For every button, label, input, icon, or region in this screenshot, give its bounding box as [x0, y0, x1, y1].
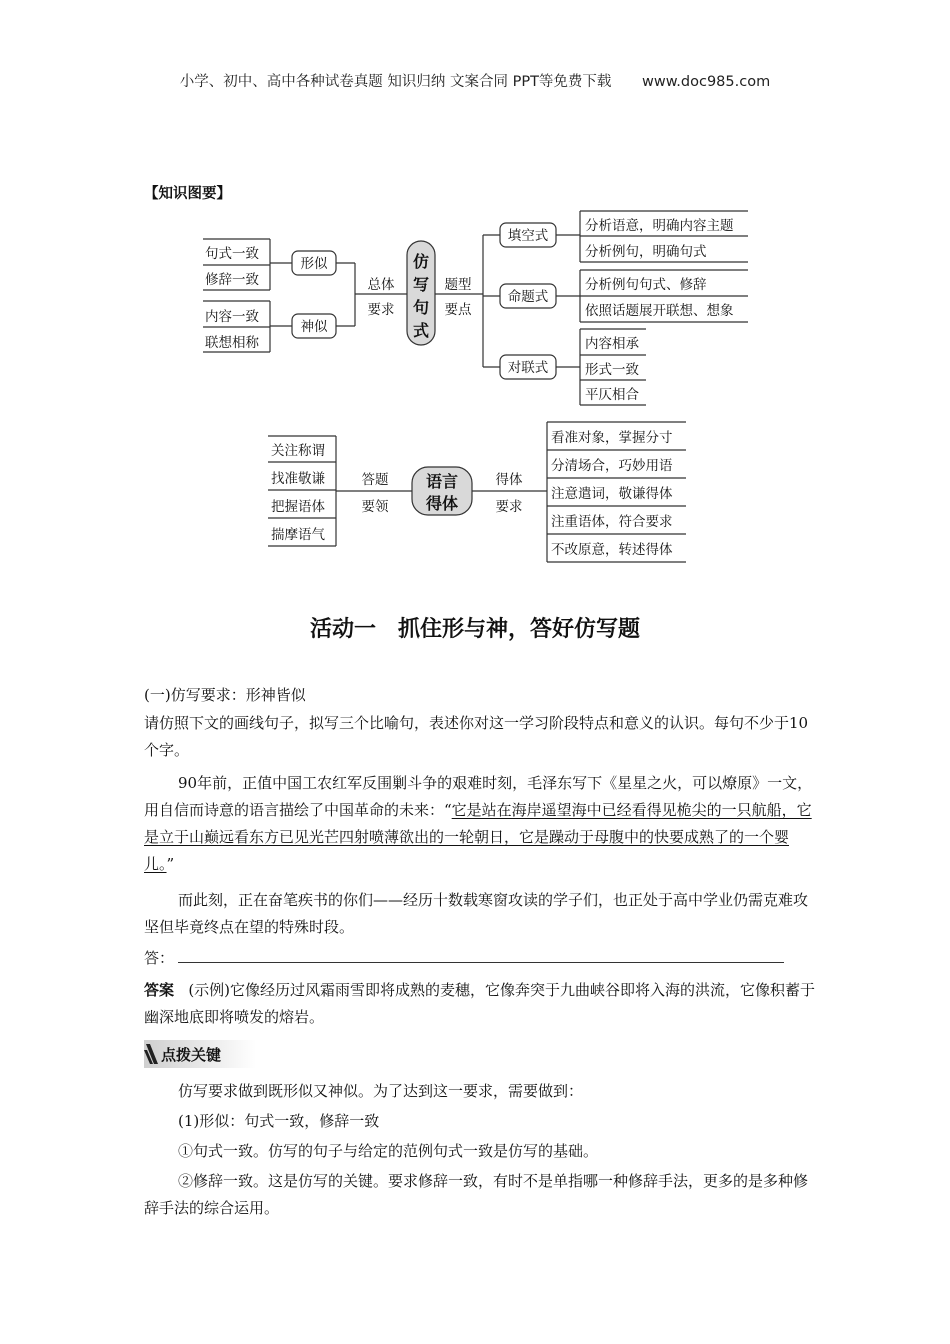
connector-label: 要求: [495, 499, 523, 515]
activity-title: 活动一 抓住形与神，答好仿写题: [309, 617, 640, 642]
branch-label: 命题式: [507, 289, 549, 305]
left-item: 联想相称: [205, 335, 259, 351]
passage-paragraph-1: [144, 770, 814, 878]
left-item: 句式一致: [205, 246, 259, 262]
branch-item: 内容相承: [585, 336, 639, 352]
section-label: 【知识图要】: [144, 186, 231, 202]
key-item-1b: ②修辞一致。这是仿写的关键。要求修辞一致，有时不是单指哪一种修辞手法，更多的是多种修辞手法的综合运用。: [144, 1172, 809, 1217]
connector-label: 题型: [444, 277, 472, 293]
key-item-1: (1)形似：句式一致，修辞一致: [178, 1112, 380, 1130]
center-char-4: 式: [412, 321, 430, 340]
node-label-shensi: 神似: [300, 319, 328, 335]
center-line-1: 语言: [425, 472, 459, 491]
left-item: 修辞一致: [205, 272, 259, 288]
connector-label: 得体: [495, 472, 523, 488]
branch-item: 依照话题展开联想、想象: [585, 303, 734, 319]
branch-item: 分析语意，明确内容主题: [585, 218, 734, 234]
question-prompt: 请仿照下文的画线句子，拟写三个比喻句，表述你对这一学习阶段特点和意义的认识。每句不少于10个字。: [144, 714, 809, 759]
answer-label: 答：: [144, 949, 175, 967]
branch-item: 分析例句句式、修辞: [585, 277, 707, 293]
branch-item: 平仄相合: [585, 387, 639, 403]
branch-label: 填空式: [507, 228, 549, 244]
left-item: 把握语体: [271, 499, 325, 515]
right-item: 不改原意，转述得体: [551, 542, 673, 558]
answer-row: [144, 945, 814, 972]
answer-key: [144, 977, 819, 1031]
page-header: [0, 70, 950, 91]
center-line-2: 得体: [425, 494, 459, 513]
left-item: 找准敬谦: [271, 471, 325, 487]
connector-label: 总体: [367, 277, 395, 293]
connector-label: 要点: [444, 302, 472, 318]
branch-item: 形式一致: [585, 362, 639, 378]
branch-item: 分析例句，明确句式: [585, 244, 707, 260]
key-points-badge: [144, 1040, 256, 1068]
center-char-1: 仿: [412, 252, 430, 271]
node-label-xingsi: 形似: [300, 256, 328, 272]
mindmap-imitation: [195, 205, 765, 410]
left-item: 揣摩语气: [271, 527, 325, 543]
passage-paragraph-2: 而此刻，正在奋笔疾书的你们——经历十数载寒窗攻读的学子们，也正处于高中学业仍需克难攻坚但毕竟终点在望的特殊时段。: [144, 891, 809, 936]
answer-key-label: 答案: [144, 981, 175, 999]
right-item: 注意遣词，敬谦得体: [551, 486, 673, 502]
mindmap-appropriate-language: [262, 418, 694, 570]
answer-key-text: (示例)它像经历过风霜雨雪即将成熟的麦穗，它像奔突于九曲峡谷即将入海的洪流，它像积蓄于幽深地底即将喷发的熔岩。: [144, 981, 816, 1026]
underlined-sentence: 它是站在海岸遥望海中已经看得见桅尖的一只航船，它是立于山巅远看东方已见光芒四射喷薄欲出的一轮朝日，它是躁动于母腹中的快要成熟了的一个婴儿。: [144, 801, 812, 873]
connector-label: 要领: [361, 499, 389, 515]
right-item: 注重语体，符合要求: [551, 514, 673, 530]
header-text: 小学、初中、高中各种试卷真题 知识归纳 文案合同 PPT等免费下载: [179, 74, 612, 90]
center-char-2: 写: [412, 275, 430, 294]
left-item: 内容一致: [205, 309, 259, 325]
question-heading: (一)仿写要求：形神皆似: [144, 686, 306, 704]
key-item-1a: ①句式一致。仿写的句子与给定的范例句式一致是仿写的基础。: [178, 1142, 599, 1160]
connector-label: 答题: [361, 472, 389, 488]
answer-blank[interactable]: [178, 948, 784, 963]
badge-text: 点拨关键: [161, 1046, 222, 1064]
right-item: 分清场合，巧妙用语: [551, 458, 673, 474]
key-intro: 仿写要求做到既形似又神似。为了达到这一要求，需要做到：: [178, 1082, 584, 1100]
connector-label: 要求: [367, 302, 395, 318]
passage-close: ”: [166, 855, 175, 873]
header-url[interactable]: www.doc985.com: [642, 74, 771, 90]
right-item: 看准对象，掌握分寸: [551, 430, 673, 446]
left-item: 关注称谓: [271, 443, 325, 459]
branch-label: 对联式: [507, 360, 549, 376]
center-char-3: 句: [412, 298, 430, 317]
passage-intro: 90年前，正值中国工农红军反围剿斗争的艰难时刻，毛泽东写下《星星之火，可以燎原》一文，用自信而诗意的语言描绘了中国革命的未来：“: [144, 774, 813, 819]
